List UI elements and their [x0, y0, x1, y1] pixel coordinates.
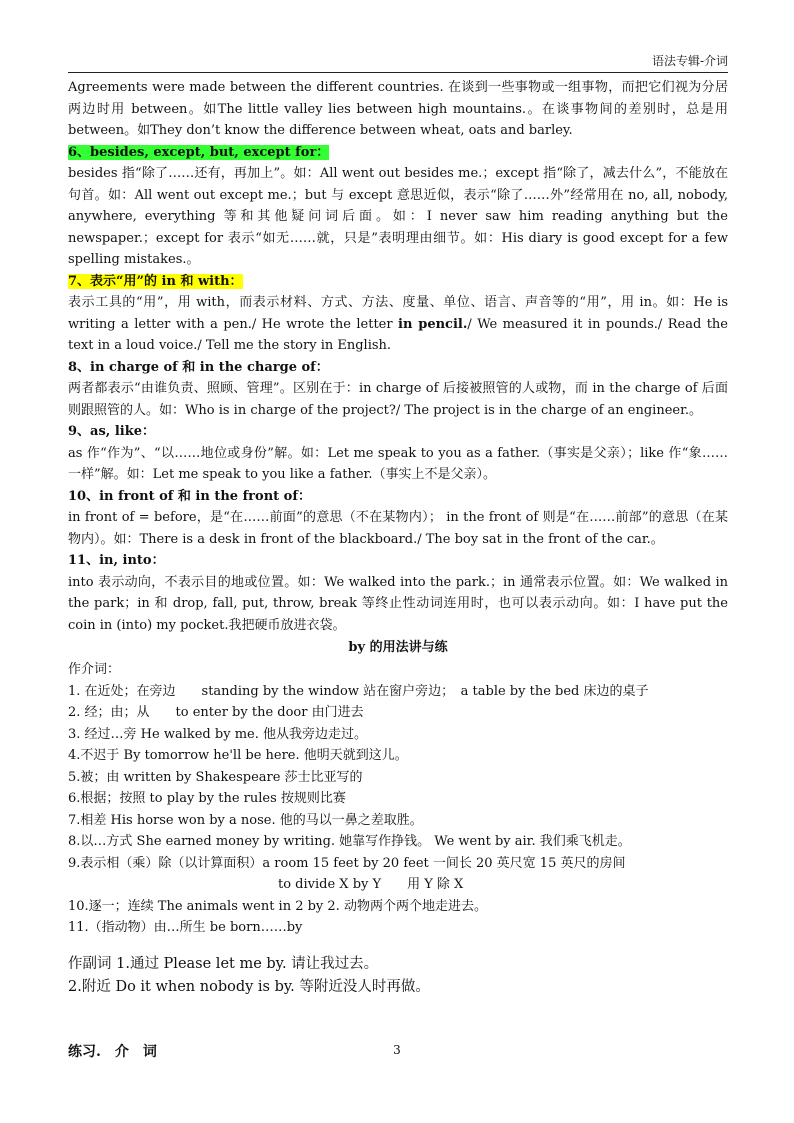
page-number: 3 [393, 1043, 401, 1057]
paragraph-9: as 作“作为”、“以……地位或身份”解。如：Let me speak to you as a father.（事实是父亲）；like 作“象……一样”解。如：Let me speak to you like a father.（事实上不是父亲）。 [68, 445, 728, 482]
list-item: 8.以…方式 She earned money by writing. 她靠写作挣钱。 We went by air. 我们乘飞机走。 [68, 834, 631, 849]
list-item: 3. 经过…旁 He walked by me. 他从我旁边走过。 [68, 726, 367, 742]
paragraph-10: in front of = before，是“在……前面”的意思（不在某物内）； in the front of 则是“在……前部”的意思（在某物内）。如：There is a desk in front of the blackboard./ The boy sat in the front of the car.。 [68, 510, 728, 547]
heading-8: 8、in charge of 和 in the charge of： [68, 359, 329, 375]
by-usage-list [68, 681, 728, 939]
list-item-continuation: to divide X by Y 用 Y 除 X [278, 877, 464, 892]
heading-11: 11、in, into： [68, 553, 165, 568]
adverb-line-2: 2.附近 Do it when nobody is by. 等附近没人时再做。 [68, 978, 430, 995]
paragraph-7-part-b: / We measured it in pounds./ Read the text in a loud voice./ Tell me the story in English. [68, 316, 728, 353]
list-item: 2. 经；由；从 to enter by the door 由门进去 [68, 705, 364, 720]
list-item: 4.不迟于 By tomorrow he'll be here. 他明天就到这儿。 [68, 748, 408, 763]
heading-6-text: 6、besides, except, but, except for： [68, 144, 330, 160]
heading-9: 9、as, like： [68, 424, 155, 439]
by-section-intro: 作介词： [68, 662, 121, 677]
list-item: 1. 在近处；在旁边 standing by the window 站在窗户旁边； a table by the bed 床边的桌子 [68, 683, 649, 699]
paragraph-8: 两者都表示“由谁负责、照顾、管理”。区别在于：in charge of 后接被照管的人或物，而 in the charge of 后面则跟照管的人。如：Who is in charge of the project?/ The project is in the charge of an engineer.。 [68, 381, 728, 418]
list-item: 6.根据；按照 to play by the rules 按规则比赛 [68, 791, 346, 806]
list-item: 5.被；由 written by Shakespeare 莎士比亚写的 [68, 769, 363, 785]
list-item: 9.表示相（乘）除（以计算面积）a room 15 feet by 20 feet 一间长 20 英尺宽 15 英尺的房间 [68, 855, 626, 871]
heading-10: 10、in front of 和 in the front of： [68, 488, 311, 504]
paragraph-between: Agreements were made between the different countries. 在谈到一些事物或一组事物，而把它们视为分居两边时用 between。如The little valley lies between high mountains.。在谈事物间的差别时，总是用 between。如They don’t know the difference between wheat, oats and barley. [68, 80, 728, 138]
heading-7 [68, 271, 728, 293]
paragraph-7-bold: in pencil. [398, 316, 468, 332]
exercise-title: 练习. 介 词 [68, 1043, 157, 1060]
list-item: 10.逐一；连续 The animals went in 2 by 2. 动物两个两个地走进去。 [68, 898, 487, 914]
by-section-title: by 的用法讲与练 [348, 640, 448, 655]
adverb-line-1: 作副词 1.通过 Please let me by. 请让我过去。 [68, 955, 379, 972]
list-item: 7.相差 His horse won by a nose. 他的马以一鼻之差取胜。 [68, 812, 423, 828]
heading-6 [68, 142, 728, 164]
document-body [68, 77, 728, 1063]
header-title: 语法专辑-介词 [651, 54, 728, 68]
paragraph-7-part-a: 表示工具的“用”，用 with，而表示材料、方式、方法、度量、单位、语言、声音等的“用”，用 in。如：He is writing a letter with a pen./ He wrote the letter [68, 295, 728, 332]
heading-7-text: 7、表示“用”的 in 和 with： [68, 273, 243, 289]
paragraph-6: besides 指“除了……还有，再加上”。如：All went out besides me.；except 指“除了，减去什么”，不能放在句首。如：All went out except me.；but 与 except 意思近似，表示“除了……外”经常用在 no, all, nobody, anywhere, everything 等和其他疑问词后面。如：I never saw him reading anything but the newspaper.；except for 表示“如无……就，只是”表明理由细节。如：His diary is good except for a few spelling mistakes.。 [68, 166, 728, 267]
page-header [68, 52, 728, 73]
paragraph-7 [68, 292, 728, 357]
list-item: 11.（指动物）由…所生 be born……by [68, 920, 303, 935]
paragraph-11: into 表示动向，不表示目的地或位置。如：We walked into the park.；in 通常表示位置。如：We walked in the park；in 和 drop, fall, put, throw, break 等终止性动词连用时，也可以表示动向。如：I have put the coin in (into) my pocket.我把硬币放进衣袋。 [68, 574, 728, 633]
